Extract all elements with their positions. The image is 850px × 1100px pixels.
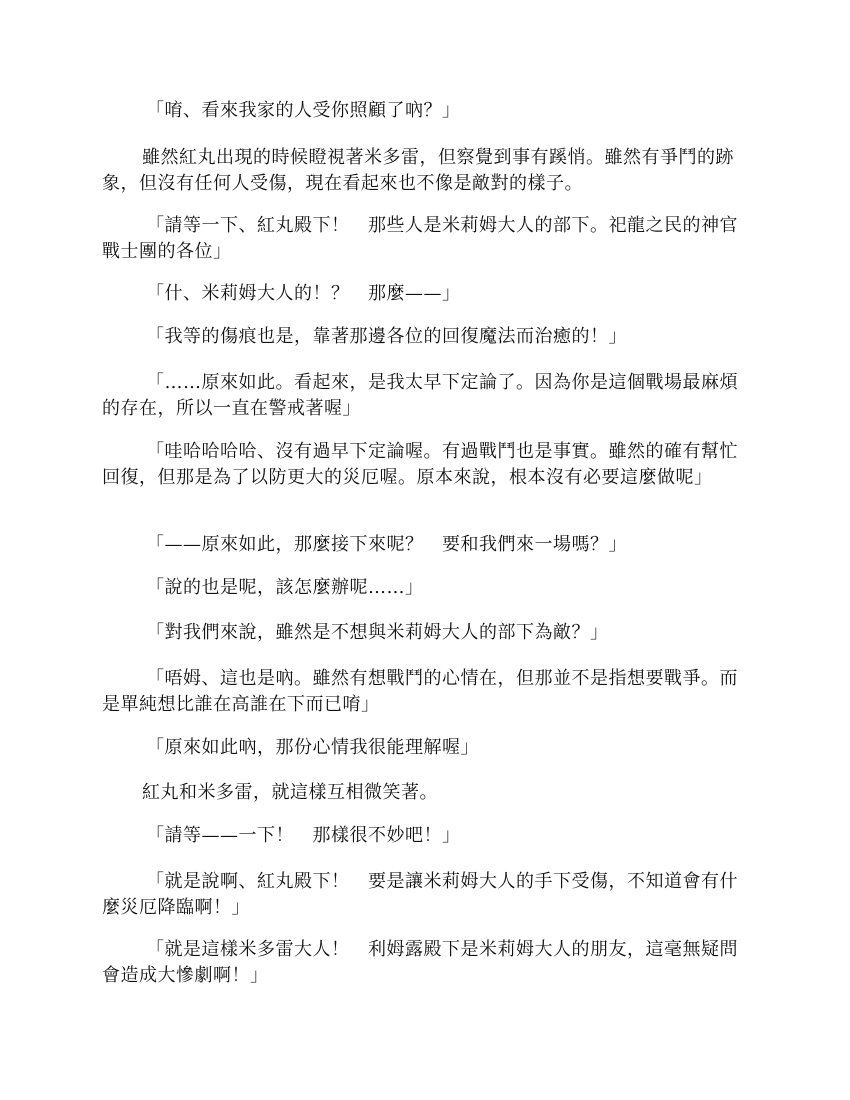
paragraph: 「唷、看來我家的人受你照顧了吶？」 — [146, 100, 461, 121]
paragraph: 雖然紅丸出現的時候瞪視著米多雷，但察覺到事有蹊悄。雖然有爭鬥的跡象，但沒有任何人受傷，現在看起來也不像是敵對的樣子。 — [102, 147, 734, 194]
paragraph: 「——原來如此，那麼接下來呢？ 要和我們來一場嗎？」 — [146, 534, 627, 555]
paragraph: 「哇哈哈哈哈、沒有過早下定論喔。有過戰鬥也是事實。雖然的確有幫忙回復，但那是為了以防更大的災厄喔。原本來說，根本沒有必要這麼做呢」 — [102, 441, 738, 488]
paragraph: 「就是說啊、紅丸殿下！ 要是讓米莉姆大人的手下受傷，不知道會有什麼災厄降臨啊！」 — [102, 871, 738, 918]
paragraph: 「什、米莉姆大人的！？ 那麼——」 — [146, 283, 461, 304]
paragraph: 「請等一下、紅丸殿下！ 那些人是米莉姆大人的部下。祀龍之民的神官戰士團的各位」 — [102, 215, 738, 262]
paragraph: 「就是這樣米多雷大人！ 利姆露殿下是米莉姆大人的朋友，這毫無疑問會造成大慘劇啊！」 — [102, 939, 738, 986]
paragraph: 紅丸和米多雷，就這樣互相微笑著。 — [142, 782, 438, 803]
paragraph: 「唔姆、這也是吶。雖然有想戰鬥的心情在，但那並不是指想要戰爭。而是單純想比誰在高誰在下而已唷」 — [102, 668, 738, 715]
paragraph: 「我等的傷痕也是，靠著那邊各位的回復魔法而治癒的！」 — [146, 326, 627, 347]
paragraph: 「對我們來說，雖然是不想與米莉姆大人的部下為敵？」 — [146, 622, 609, 643]
paragraph: 「……原來如此。看起來，是我太早下定論了。因為你是這個戰場最麻煩的存在，所以一直在警戒著喔」 — [102, 372, 738, 419]
paragraph: 「原來如此吶，那份心情我很能理解喔」 — [146, 737, 479, 758]
paragraph: 「說的也是呢，該怎麼辦呢……」 — [146, 577, 424, 598]
paragraph: 「請等——一下！ 那樣很不妙吧！」 — [146, 825, 461, 846]
